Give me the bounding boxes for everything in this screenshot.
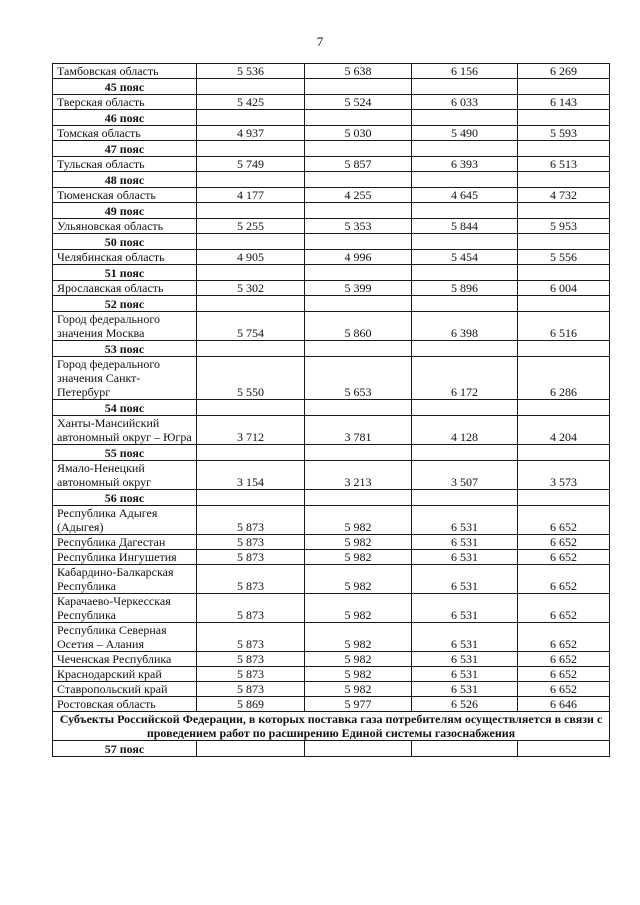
- zone-row: [53, 296, 610, 312]
- empty-cell: [412, 141, 518, 157]
- price-value: 3 781: [305, 416, 412, 445]
- empty-cell: [197, 490, 305, 506]
- price-value: 5 255: [197, 219, 305, 234]
- empty-cell: [197, 296, 305, 312]
- empty-cell: [305, 141, 412, 157]
- empty-cell: [197, 445, 305, 461]
- price-value: 5 873: [197, 565, 305, 594]
- zone-row: [53, 341, 610, 357]
- table-row: [53, 357, 610, 400]
- empty-cell: [518, 445, 610, 461]
- price-value: 5 844: [412, 219, 518, 234]
- empty-cell: [197, 79, 305, 95]
- price-value: 6 531: [412, 667, 518, 682]
- price-value: 5 536: [197, 64, 305, 79]
- zone-label: 48 пояс: [53, 172, 197, 188]
- price-value: 4 996: [305, 250, 412, 265]
- empty-cell: [518, 296, 610, 312]
- region-name: Ярославская область: [53, 281, 197, 296]
- price-value: 6 531: [412, 594, 518, 623]
- table-row: [53, 157, 610, 172]
- zone-label: 53 пояс: [53, 341, 197, 357]
- price-value: 3 154: [197, 461, 305, 490]
- region-name: Ульяновская область: [53, 219, 197, 234]
- price-value: 5 873: [197, 682, 305, 697]
- table-row: [53, 667, 610, 682]
- region-name: Республика Северная Осетия – Алания: [53, 623, 197, 652]
- price-value: 3 507: [412, 461, 518, 490]
- price-value: 6 652: [518, 682, 610, 697]
- price-value: 6 286: [518, 357, 610, 400]
- price-value: 3 573: [518, 461, 610, 490]
- price-value: 5 860: [305, 312, 412, 341]
- price-value: 6 513: [518, 157, 610, 172]
- price-value: 5 425: [197, 95, 305, 110]
- price-value: 6 393: [412, 157, 518, 172]
- price-value: 5 399: [305, 281, 412, 296]
- price-value: 6 143: [518, 95, 610, 110]
- table-row: [53, 697, 610, 712]
- empty-cell: [305, 490, 412, 506]
- empty-cell: [518, 203, 610, 219]
- price-value: 5 653: [305, 357, 412, 400]
- table-row: [53, 250, 610, 265]
- table-row: [53, 416, 610, 445]
- empty-cell: [412, 741, 518, 757]
- price-value: 6 652: [518, 535, 610, 550]
- empty-cell: [412, 400, 518, 416]
- price-value: 4 204: [518, 416, 610, 445]
- empty-cell: [518, 141, 610, 157]
- price-value: 5 982: [305, 550, 412, 565]
- price-value: 4 177: [197, 188, 305, 203]
- price-value: 4 905: [197, 250, 305, 265]
- zone-label: 57 пояс: [53, 741, 197, 757]
- price-value: 5 869: [197, 697, 305, 712]
- price-value: 5 873: [197, 623, 305, 652]
- price-value: 5 982: [305, 623, 412, 652]
- empty-cell: [305, 110, 412, 126]
- price-value: 6 531: [412, 682, 518, 697]
- zone-label: 52 пояс: [53, 296, 197, 312]
- empty-cell: [412, 265, 518, 281]
- empty-cell: [197, 341, 305, 357]
- price-value: 4 128: [412, 416, 518, 445]
- price-value: 5 857: [305, 157, 412, 172]
- price-value: 6 646: [518, 697, 610, 712]
- price-value: 6 652: [518, 565, 610, 594]
- price-value: 5 550: [197, 357, 305, 400]
- region-name: Челябинская область: [53, 250, 197, 265]
- price-value: 5 556: [518, 250, 610, 265]
- section-row: [53, 712, 610, 741]
- region-name: Кабардино-Балкарская Республика: [53, 565, 197, 594]
- region-name: Краснодарский край: [53, 667, 197, 682]
- price-value: 6 531: [412, 623, 518, 652]
- price-value: 5 353: [305, 219, 412, 234]
- price-value: 5 982: [305, 682, 412, 697]
- price-value: 4 255: [305, 188, 412, 203]
- table-row: [53, 95, 610, 110]
- table-row: [53, 461, 610, 490]
- price-value: 6 652: [518, 667, 610, 682]
- empty-cell: [518, 741, 610, 757]
- price-value: 5 873: [197, 652, 305, 667]
- zone-row: [53, 110, 610, 126]
- price-value: 6 033: [412, 95, 518, 110]
- empty-cell: [197, 234, 305, 250]
- price-value: 5 873: [197, 550, 305, 565]
- empty-cell: [412, 296, 518, 312]
- region-name: Республика Адыгея (Адыгея): [53, 506, 197, 535]
- empty-cell: [518, 341, 610, 357]
- empty-cell: [412, 234, 518, 250]
- price-value: 5 638: [305, 64, 412, 79]
- price-value: 6 652: [518, 652, 610, 667]
- price-value: 5 982: [305, 652, 412, 667]
- zone-label: 54 пояс: [53, 400, 197, 416]
- region-name: Город федерального значения Санкт-Петербург: [53, 357, 197, 400]
- zone-label: 50 пояс: [53, 234, 197, 250]
- price-value: 5 873: [197, 667, 305, 682]
- zone-row: [53, 400, 610, 416]
- empty-cell: [197, 400, 305, 416]
- region-name: Город федерального значения Москва: [53, 312, 197, 341]
- price-value: 5 873: [197, 506, 305, 535]
- price-value: 6 398: [412, 312, 518, 341]
- region-name: Тульская область: [53, 157, 197, 172]
- table-row: [53, 64, 610, 79]
- price-value: 6 531: [412, 535, 518, 550]
- price-value: 3 213: [305, 461, 412, 490]
- table-row: [53, 565, 610, 594]
- table-row: [53, 188, 610, 203]
- table-row: [53, 535, 610, 550]
- empty-cell: [197, 141, 305, 157]
- price-value: 5 982: [305, 667, 412, 682]
- price-value: 6 531: [412, 506, 518, 535]
- price-value: 4 732: [518, 188, 610, 203]
- price-value: 4 937: [197, 126, 305, 141]
- price-value: 6 516: [518, 312, 610, 341]
- region-name: Тамбовская область: [53, 64, 197, 79]
- price-value: 5 873: [197, 594, 305, 623]
- zone-row: [53, 445, 610, 461]
- region-name: Ростовская область: [53, 697, 197, 712]
- zone-label: 56 пояс: [53, 490, 197, 506]
- table-row: [53, 623, 610, 652]
- price-value: 5 490: [412, 126, 518, 141]
- empty-cell: [305, 741, 412, 757]
- empty-cell: [412, 172, 518, 188]
- table-row: [53, 312, 610, 341]
- region-name: Чеченская Республика: [53, 652, 197, 667]
- empty-cell: [518, 490, 610, 506]
- price-value: 6 531: [412, 652, 518, 667]
- zone-row: [53, 490, 610, 506]
- zone-label: 55 пояс: [53, 445, 197, 461]
- region-name: Республика Ингушетия: [53, 550, 197, 565]
- zone-row: [53, 172, 610, 188]
- region-name: Тверская область: [53, 95, 197, 110]
- empty-cell: [518, 79, 610, 95]
- zone-label: 46 пояс: [53, 110, 197, 126]
- zone-row: [53, 265, 610, 281]
- price-value: 6 652: [518, 623, 610, 652]
- zone-row: [53, 141, 610, 157]
- zone-row: [53, 203, 610, 219]
- empty-cell: [305, 400, 412, 416]
- region-name: Томская область: [53, 126, 197, 141]
- empty-cell: [305, 172, 412, 188]
- table-row: [53, 682, 610, 697]
- price-value: 4 645: [412, 188, 518, 203]
- empty-cell: [305, 79, 412, 95]
- price-value: 5 030: [305, 126, 412, 141]
- table-row: [53, 281, 610, 296]
- price-value: 5 896: [412, 281, 518, 296]
- price-value: 3 712: [197, 416, 305, 445]
- price-value: 6 531: [412, 565, 518, 594]
- price-value: 6 526: [412, 697, 518, 712]
- table-row: [53, 550, 610, 565]
- price-value: 6 172: [412, 357, 518, 400]
- price-value: 6 652: [518, 506, 610, 535]
- empty-cell: [305, 234, 412, 250]
- empty-cell: [412, 490, 518, 506]
- table-row: [53, 219, 610, 234]
- empty-cell: [197, 741, 305, 757]
- empty-cell: [518, 110, 610, 126]
- table-row: [53, 506, 610, 535]
- price-value: 5 302: [197, 281, 305, 296]
- empty-cell: [412, 79, 518, 95]
- empty-cell: [305, 296, 412, 312]
- price-value: 5 953: [518, 219, 610, 234]
- empty-cell: [518, 400, 610, 416]
- empty-cell: [197, 110, 305, 126]
- section-header: Субъекты Российской Федерации, в которых поставка газа потребителям осуществляется в связи с проведением работ по расширению Единой системы газоснабжения: [53, 712, 610, 741]
- price-value: 6 156: [412, 64, 518, 79]
- zone-label: 51 пояс: [53, 265, 197, 281]
- empty-cell: [518, 172, 610, 188]
- empty-cell: [518, 234, 610, 250]
- zone-row: [53, 79, 610, 95]
- table-row: [53, 126, 610, 141]
- region-name: Ханты-Мансийский автономный округ – Югра: [53, 416, 197, 445]
- price-value: 6 652: [518, 594, 610, 623]
- empty-cell: [518, 265, 610, 281]
- price-value: 5 873: [197, 535, 305, 550]
- table-row: [53, 594, 610, 623]
- region-name: Ставропольский край: [53, 682, 197, 697]
- tariff-table: [52, 63, 610, 757]
- empty-cell: [197, 172, 305, 188]
- empty-cell: [197, 265, 305, 281]
- price-value: 5 754: [197, 312, 305, 341]
- zone-label: 49 пояс: [53, 203, 197, 219]
- price-value: 5 982: [305, 594, 412, 623]
- empty-cell: [305, 445, 412, 461]
- price-value: 5 524: [305, 95, 412, 110]
- region-name: Ямало-Ненецкий автономный округ: [53, 461, 197, 490]
- empty-cell: [305, 203, 412, 219]
- price-value: 5 977: [305, 697, 412, 712]
- price-value: 6 269: [518, 64, 610, 79]
- table-row: [53, 652, 610, 667]
- page-number: 7: [316, 34, 324, 49]
- region-name: Республика Дагестан: [53, 535, 197, 550]
- empty-cell: [412, 203, 518, 219]
- region-name: Карачаево-Черкесская Республика: [53, 594, 197, 623]
- empty-cell: [305, 265, 412, 281]
- empty-cell: [412, 341, 518, 357]
- price-value: 5 982: [305, 535, 412, 550]
- zone-row: [53, 234, 610, 250]
- empty-cell: [197, 203, 305, 219]
- price-value: 6 004: [518, 281, 610, 296]
- price-value: 5 454: [412, 250, 518, 265]
- zone-label: 47 пояс: [53, 141, 197, 157]
- zone-label: 45 пояс: [53, 79, 197, 95]
- price-value: 6 531: [412, 550, 518, 565]
- zone-row: [53, 741, 610, 757]
- price-value: 5 593: [518, 126, 610, 141]
- price-value: 6 652: [518, 550, 610, 565]
- empty-cell: [305, 341, 412, 357]
- region-name: Тюменская область: [53, 188, 197, 203]
- price-value: 5 982: [305, 565, 412, 594]
- price-value: 5 749: [197, 157, 305, 172]
- price-value: 5 982: [305, 506, 412, 535]
- empty-cell: [412, 445, 518, 461]
- empty-cell: [412, 110, 518, 126]
